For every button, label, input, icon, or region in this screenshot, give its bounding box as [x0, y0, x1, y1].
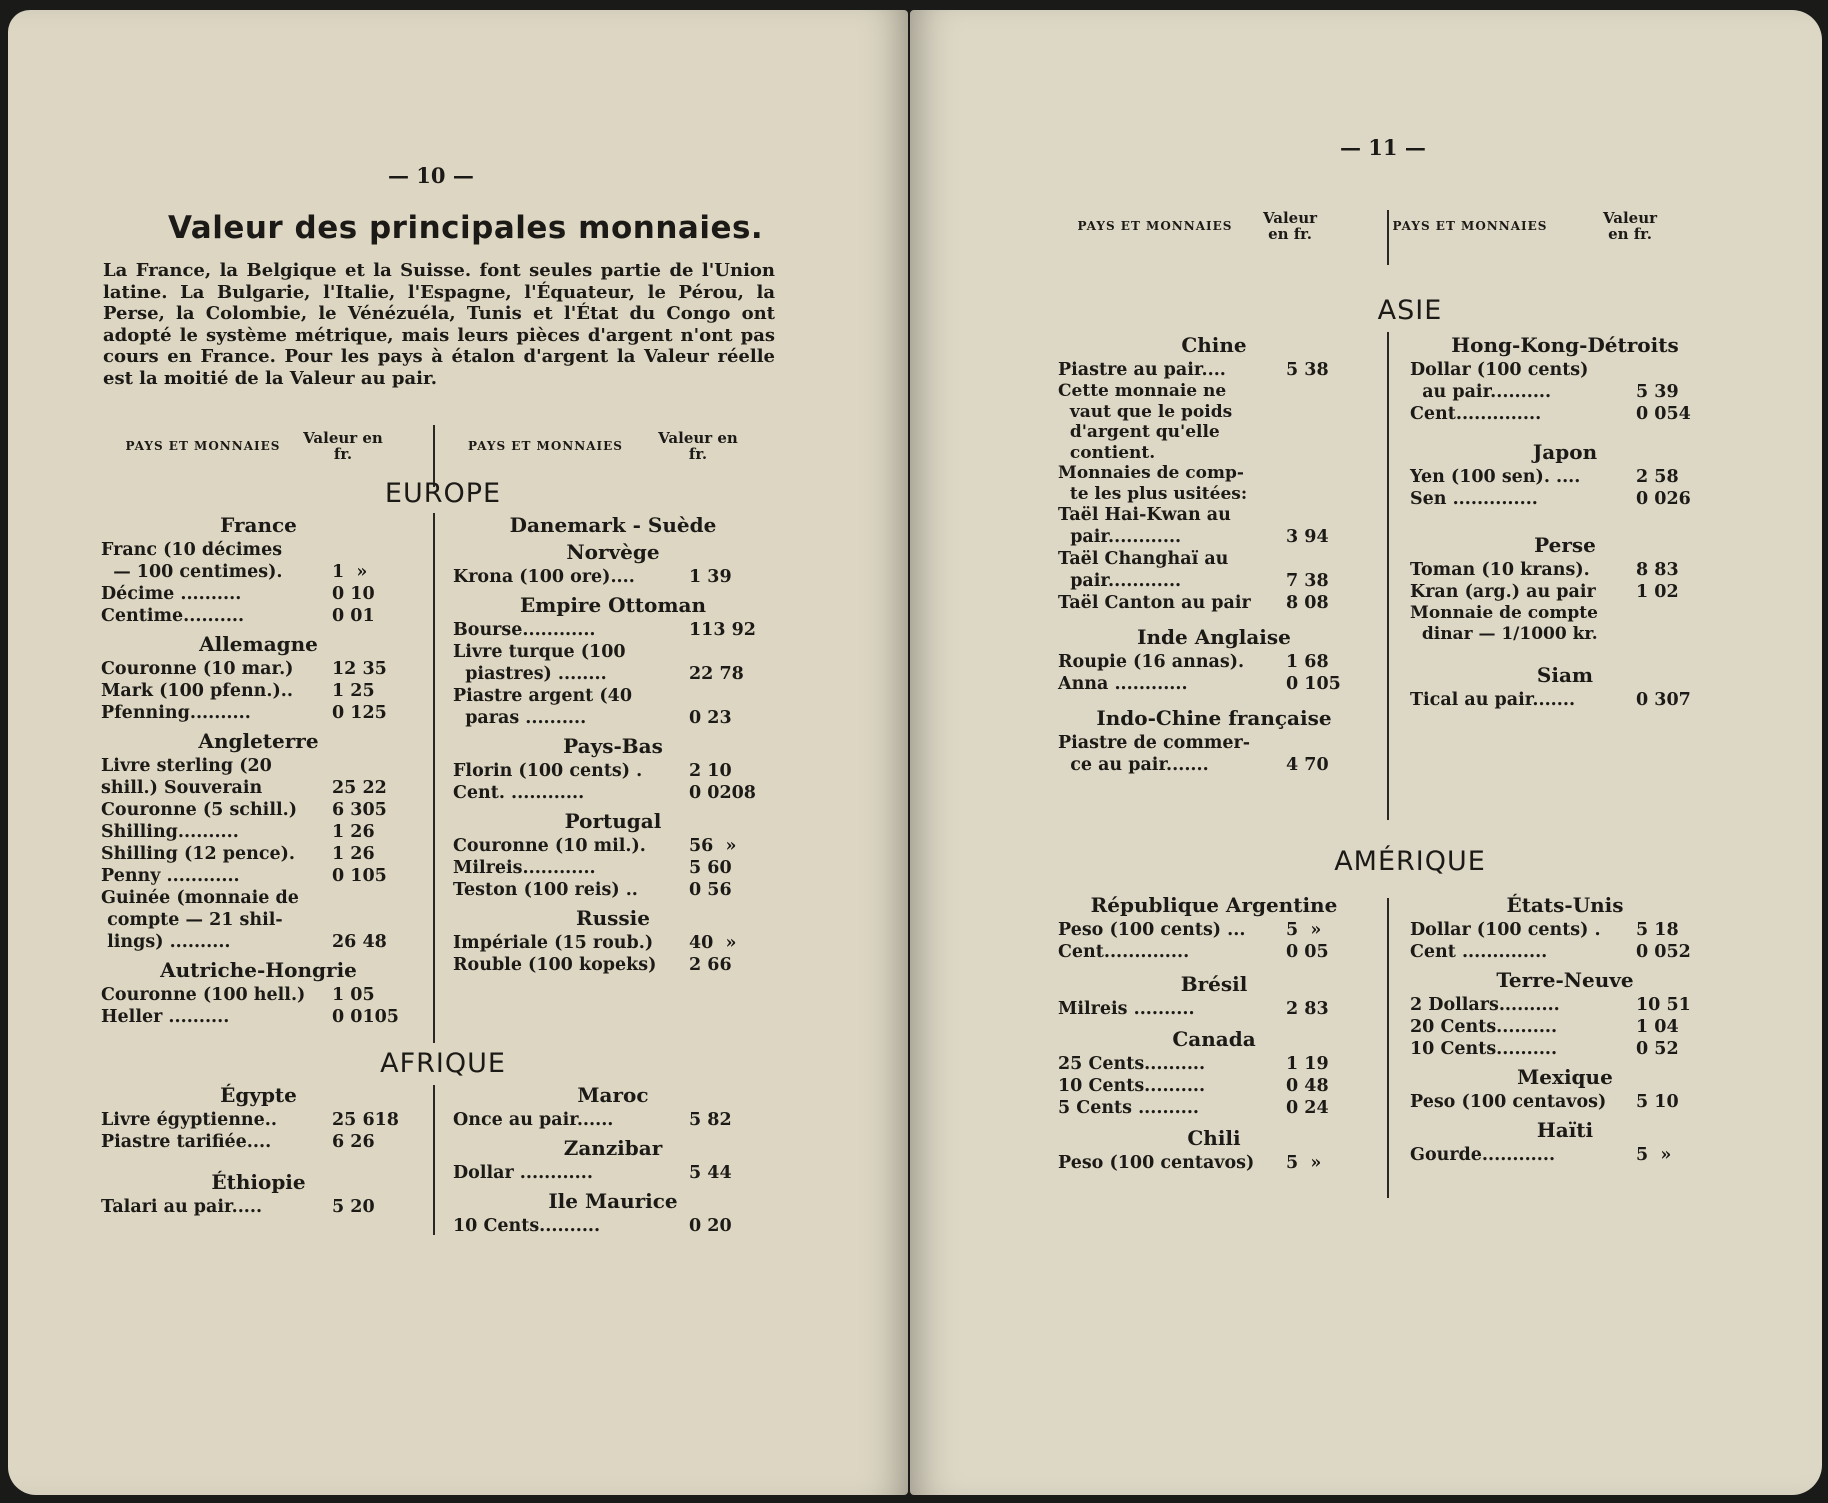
country-heading: Allemagne	[199, 632, 318, 656]
country-heading: Inde Anglaise	[1137, 625, 1291, 649]
currency-label: Krona (100 ore)....	[453, 567, 635, 587]
country-section	[1058, 971, 1370, 1020]
currency-label: Kran (arg.) au pair	[1410, 582, 1596, 602]
country-section	[1058, 1026, 1370, 1119]
currency-row	[1410, 941, 1720, 963]
currency-row	[101, 984, 416, 1006]
country-heading: Angleterre	[198, 729, 319, 753]
country-section	[1410, 662, 1720, 711]
country-heading: République Argentine	[1090, 893, 1338, 917]
currency-value: 0 052	[1636, 942, 1691, 962]
country-section	[453, 808, 773, 901]
currency-value: 0 10	[332, 584, 375, 604]
currency-row	[453, 1215, 773, 1237]
currency-label: Cent..............	[1058, 942, 1190, 962]
column-divider	[433, 513, 435, 1043]
currency-row	[453, 879, 773, 901]
region-heading: ASIE	[1377, 295, 1443, 326]
currency-row	[1058, 1152, 1370, 1174]
currency-value: 5 44	[689, 1163, 732, 1183]
currency-row	[101, 755, 416, 799]
currency-row	[1058, 941, 1370, 963]
country-section	[1410, 967, 1720, 1060]
country-heading: Perse	[1534, 533, 1596, 557]
currency-label: Piastre argent (40 paras ..........	[453, 686, 632, 728]
currency-row	[453, 954, 773, 976]
currency-row	[101, 680, 416, 702]
currency-row	[1058, 1075, 1370, 1097]
currency-value: 5 10	[1636, 1092, 1679, 1112]
currency-row	[1410, 488, 1720, 510]
country-section	[101, 1169, 416, 1218]
header-pays: PAYS ET MONNAIES	[125, 439, 281, 453]
currency-value: 5 20	[332, 1197, 375, 1217]
currency-label: Couronne (5 schill.)	[101, 800, 297, 820]
currency-value: 2 10	[689, 761, 732, 781]
country-section	[1410, 332, 1720, 425]
currency-label: 10 Cents..........	[1410, 1039, 1558, 1059]
currency-value: 113 92	[689, 620, 756, 640]
country-section	[1058, 332, 1370, 614]
currency-label: Livre égyptienne..	[101, 1110, 277, 1130]
currency-label: Rouble (100 kopeks)	[453, 955, 657, 975]
currency-value: 0 054	[1636, 404, 1691, 424]
currency-value: 1 26	[332, 844, 375, 864]
currency-value: 0 307	[1636, 690, 1691, 710]
currency-row	[1058, 1097, 1370, 1119]
currency-label: Franc (10 décimes — 100 centimes).	[101, 540, 283, 582]
currency-row	[1410, 559, 1720, 581]
column-divider	[1387, 898, 1389, 1198]
country-section	[453, 1082, 773, 1131]
currency-value: 12 35	[332, 659, 387, 679]
header-pays: PAYS ET MONNAIES	[1077, 219, 1233, 233]
currency-label: 10 Cents..........	[453, 1216, 601, 1236]
currency-value: 8 08	[1286, 593, 1329, 613]
country-heading: Mexique	[1517, 1065, 1613, 1089]
currency-label: Couronne (10 mar.)	[101, 659, 294, 679]
currency-label: Peso (100 centavos)	[1058, 1153, 1255, 1173]
currency-row	[101, 865, 416, 887]
country-section	[453, 1188, 773, 1237]
currency-row	[453, 619, 773, 641]
currency-row	[453, 1162, 773, 1184]
currency-value: 0 0105	[332, 1007, 399, 1027]
currency-label: Cent ..............	[1410, 942, 1548, 962]
currency-value: 40 »	[689, 933, 737, 953]
currency-row	[101, 887, 416, 953]
currency-value: 5 82	[689, 1110, 732, 1130]
country-heading: Indo-Chine française	[1096, 706, 1332, 730]
europe-column-2	[453, 508, 773, 976]
currency-value: 6 305	[332, 800, 387, 820]
region-heading: AFRIQUE	[380, 1048, 506, 1079]
currency-row	[101, 799, 416, 821]
currency-value: 0 56	[689, 880, 732, 900]
country-heading: États-Unis	[1506, 893, 1624, 917]
currency-row	[1058, 504, 1370, 548]
currency-label: 2 Dollars..........	[1410, 995, 1560, 1015]
asie-column-1	[1058, 328, 1370, 776]
currency-label: Dollar ............	[453, 1163, 593, 1183]
currency-value: 7 38	[1286, 571, 1329, 591]
afrique-column-2	[453, 1078, 773, 1237]
currency-row	[1410, 403, 1720, 425]
currency-value: 1 02	[1636, 582, 1679, 602]
currency-value: 5 »	[1286, 920, 1322, 940]
currency-label: Piastre de commer- ce au pair.......	[1058, 733, 1250, 775]
currency-row	[1410, 1038, 1720, 1060]
page-title: Valeur des principales monnaies.	[168, 210, 764, 246]
currency-row	[101, 605, 416, 627]
currency-label: Pfenning..........	[101, 703, 251, 723]
currency-label: Milreis ..........	[1058, 999, 1195, 1019]
country-heading: Pays-Bas	[563, 734, 663, 758]
currency-row	[101, 1006, 416, 1028]
currency-row	[1410, 1091, 1720, 1113]
currency-value: 25 618	[332, 1110, 399, 1130]
currency-label: Yen (100 sen). ....	[1410, 467, 1581, 487]
currency-row	[101, 702, 416, 724]
country-heading: Danemark - Suède Norvège	[509, 513, 717, 564]
currency-label: Anna ............	[1058, 674, 1188, 694]
currency-label: Guinée (monnaie de compte — 21 shil- lings) ..........	[101, 888, 299, 952]
header-valeur: Valeur en fr.	[303, 429, 383, 463]
currency-row	[1410, 359, 1720, 403]
country-heading: Égypte	[220, 1083, 297, 1107]
currency-label: 10 Cents..........	[1058, 1076, 1206, 1096]
country-section	[453, 1135, 773, 1184]
currency-value: 1 »	[332, 562, 368, 582]
country-heading: Zanzibar	[563, 1136, 663, 1160]
currency-label: Milreis............	[453, 858, 596, 878]
currency-row	[1058, 998, 1370, 1020]
currency-row	[101, 843, 416, 865]
page-number: — 11 —	[1340, 135, 1426, 160]
country-section	[453, 733, 773, 804]
currency-row	[101, 658, 416, 680]
currency-row	[453, 641, 773, 685]
currency-label: Taël Canton au pair	[1058, 593, 1251, 613]
currency-value: 0 01	[332, 606, 375, 626]
currency-label: Talari au pair.....	[101, 1197, 263, 1217]
currency-value: 26 48	[332, 932, 387, 952]
currency-label: Sen ..............	[1410, 489, 1538, 509]
currency-value: 0 23	[689, 708, 732, 728]
header-valeur: Valeur en fr.	[658, 429, 738, 463]
column-divider	[433, 1085, 435, 1235]
currency-row	[1410, 1144, 1720, 1166]
currency-label: Dollar (100 cents) au pair..........	[1410, 360, 1589, 402]
currency-row	[1058, 732, 1370, 776]
country-section	[453, 592, 773, 729]
currency-row	[453, 782, 773, 804]
note-text: Monnaie de compte dinar — 1/1000 kr.	[1410, 603, 1598, 644]
column-divider	[1387, 210, 1389, 265]
currency-label: Toman (10 krans).	[1410, 560, 1590, 580]
currency-value: 1 19	[1286, 1054, 1329, 1074]
currency-value: 0 0208	[689, 783, 756, 803]
header-valeur: Valeur en fr.	[1602, 209, 1658, 243]
currency-row	[1058, 1053, 1370, 1075]
europe-column-1	[101, 508, 416, 1028]
currency-label: Taël Changhaï au pair............	[1058, 549, 1229, 591]
country-section	[1058, 705, 1370, 776]
currency-label: Livre sterling (20 shill.) Souverain	[101, 756, 272, 798]
country-heading: Portugal	[564, 809, 662, 833]
currency-row	[453, 835, 773, 857]
currency-row	[1058, 673, 1370, 695]
country-section	[101, 957, 416, 1028]
currency-label: Peso (100 centavos)	[1410, 1092, 1607, 1112]
country-heading: Autriche-Hongrie	[160, 958, 357, 982]
asie-column-2	[1410, 328, 1720, 711]
column-header	[1055, 210, 1775, 242]
currency-label: Dollar (100 cents) .	[1410, 920, 1601, 940]
country-heading: Russie	[575, 906, 650, 930]
currency-value: 25 22	[332, 778, 387, 798]
currency-row	[1410, 994, 1720, 1016]
currency-label: Cent. ............	[453, 783, 585, 803]
currency-label: Bourse............	[453, 620, 596, 640]
currency-row	[453, 566, 773, 588]
currency-value: 0 05	[1286, 942, 1329, 962]
column-divider	[1387, 332, 1389, 820]
currency-row	[453, 932, 773, 954]
country-section	[1058, 892, 1370, 963]
currency-value: 5 38	[1286, 360, 1329, 380]
currency-value: 0 105	[332, 866, 387, 886]
header-pays: PAYS ET MONNAIES	[468, 439, 623, 453]
currency-row	[1410, 581, 1720, 603]
currency-label: Taël Hai-Kwan au pair............	[1058, 505, 1231, 547]
currency-row	[1058, 359, 1370, 381]
header-valeur: Valeur en fr.	[1262, 209, 1318, 243]
currency-row	[1410, 1016, 1720, 1038]
currency-label: 20 Cents..........	[1410, 1017, 1558, 1037]
currency-value: 5 »	[1636, 1145, 1672, 1165]
currency-row	[101, 1109, 416, 1131]
currency-value: 5 18	[1636, 920, 1679, 940]
currency-value: 0 20	[689, 1216, 732, 1236]
currency-label: Impériale (15 roub.)	[453, 933, 654, 953]
country-section	[101, 728, 416, 953]
left-page	[8, 10, 908, 1495]
country-heading: France	[220, 513, 297, 537]
currency-value: 0 24	[1286, 1098, 1329, 1118]
currency-value: 5 39	[1636, 382, 1679, 402]
currency-label: Piastre tarifiée....	[101, 1132, 272, 1152]
country-section	[1410, 892, 1720, 963]
country-section	[1410, 532, 1720, 644]
currency-label: Décime ..........	[101, 584, 242, 604]
currency-label: Florin (100 cents) .	[453, 761, 643, 781]
currency-value: 56 »	[689, 836, 737, 856]
country-heading: Japon	[1532, 440, 1598, 464]
currency-value: 0 48	[1286, 1076, 1329, 1096]
currency-row	[1058, 548, 1370, 592]
country-section	[453, 905, 773, 976]
currency-label: Piastre au pair....	[1058, 360, 1226, 380]
currency-label: 25 Cents..........	[1058, 1054, 1206, 1074]
country-heading: Chili	[1187, 1126, 1241, 1150]
currency-value: 4 70	[1286, 755, 1329, 775]
currency-label: Penny ............	[101, 866, 240, 886]
currency-row	[101, 1131, 416, 1153]
right-page	[910, 10, 1822, 1495]
currency-row	[101, 583, 416, 605]
column-header	[103, 430, 783, 462]
currency-label: Roupie (16 annas).	[1058, 652, 1245, 672]
region-heading: EUROPE	[384, 478, 502, 509]
currency-value: 1 39	[689, 567, 732, 587]
currency-row	[1058, 592, 1370, 614]
currency-row	[101, 1196, 416, 1218]
currency-value: 0 026	[1636, 489, 1691, 509]
currency-label: Mark (100 pfenn.)..	[101, 681, 293, 701]
country-section	[101, 631, 416, 724]
country-heading: Empire Ottoman	[519, 593, 707, 617]
currency-label: Peso (100 cents) ...	[1058, 920, 1246, 940]
country-heading: Hong-Kong-Détroits	[1451, 333, 1679, 357]
currency-value: 6 26	[332, 1132, 375, 1152]
currency-value: 1 05	[332, 985, 375, 1005]
currency-label: Centime..........	[101, 606, 245, 626]
country-section	[1410, 1117, 1720, 1166]
country-heading: Siam	[1536, 663, 1594, 687]
currency-value: 1 68	[1286, 652, 1329, 672]
region-heading: AMÉRIQUE	[1334, 846, 1486, 877]
country-heading: Chine	[1181, 333, 1247, 357]
country-heading: Ile Maurice	[548, 1189, 678, 1213]
country-section	[1058, 624, 1370, 695]
currency-value: 5 »	[1286, 1153, 1322, 1173]
currency-value: 0 105	[1286, 674, 1341, 694]
currency-value: 2 58	[1636, 467, 1679, 487]
currency-value: 22 78	[689, 664, 744, 684]
currency-value: 3 94	[1286, 527, 1329, 547]
country-heading: Éthiopie	[211, 1170, 306, 1194]
country-heading: Maroc	[577, 1083, 649, 1107]
currency-row	[101, 821, 416, 843]
header-pays: PAYS ET MONNAIES	[1392, 219, 1548, 233]
currency-label: Teston (100 reis) ..	[453, 880, 638, 900]
currency-value: 2 66	[689, 955, 732, 975]
amerique-column-1	[1058, 888, 1370, 1174]
page-number: — 10 —	[388, 163, 474, 188]
currency-label: Cent..............	[1410, 404, 1542, 424]
currency-label: Couronne (10 mil.).	[453, 836, 646, 856]
note-text: Cette monnaie ne vaut que le poids d'argent qu'elle contient. Monnaies de comp- te les plus usitées:	[1058, 381, 1248, 504]
country-heading: Canada	[1172, 1027, 1256, 1051]
country-section	[101, 1082, 416, 1153]
currency-row	[1410, 466, 1720, 488]
intro-paragraph: La France, la Belgique et la Suisse. font seules partie de l'Union latine. La Bulgarie, l'Italie, l'Espagne, l'Équateur, le Pérou, la Perse, la Colombie, le Vénézuéla, Tunis et l'État du Congo ont adopté le système métrique, mais leurs pièces d'argent n'ont pas cours en France. Pour les pays à étalon d'argent la Valeur réelle est la moitié de la Valeur au pair.	[103, 260, 775, 389]
currency-value: 1 25	[332, 681, 375, 701]
country-heading: Terre-Neuve	[1496, 968, 1634, 992]
currency-row	[1410, 919, 1720, 941]
country-section	[1410, 1064, 1720, 1113]
currency-label: Livre turque (100 piastres) ........	[453, 642, 626, 684]
currency-value: 1 26	[332, 822, 375, 842]
country-section	[1058, 1125, 1370, 1174]
currency-label: Gourde............	[1410, 1145, 1556, 1165]
afrique-column-1	[101, 1078, 416, 1218]
currency-row	[453, 1109, 773, 1131]
currency-label: Shilling..........	[101, 822, 239, 842]
currency-row	[101, 539, 416, 583]
currency-value: 0 52	[1636, 1039, 1679, 1059]
currency-row	[1410, 689, 1720, 711]
currency-label: 5 Cents ..........	[1058, 1098, 1200, 1118]
currency-row	[453, 685, 773, 729]
currency-label: Heller ..........	[101, 1007, 230, 1027]
amerique-column-2	[1410, 888, 1720, 1166]
country-section	[1410, 439, 1720, 510]
currency-label: Once au pair......	[453, 1110, 614, 1130]
currency-label: Couronne (100 hell.)	[101, 985, 306, 1005]
country-heading: Haïti	[1536, 1118, 1594, 1142]
currency-row	[1058, 919, 1370, 941]
currency-label: Tical au pair.......	[1410, 690, 1576, 710]
currency-row	[453, 760, 773, 782]
country-section	[101, 512, 416, 627]
currency-row	[1058, 651, 1370, 673]
currency-value: 8 83	[1636, 560, 1679, 580]
currency-value: 10 51	[1636, 995, 1691, 1015]
currency-value: 2 83	[1286, 999, 1329, 1019]
currency-label: Shilling (12 pence).	[101, 844, 295, 864]
currency-value: 0 125	[332, 703, 387, 723]
country-section	[453, 512, 773, 588]
country-heading: Brésil	[1180, 972, 1248, 996]
currency-row	[453, 857, 773, 879]
currency-value: 1 04	[1636, 1017, 1679, 1037]
currency-value: 5 60	[689, 858, 732, 878]
